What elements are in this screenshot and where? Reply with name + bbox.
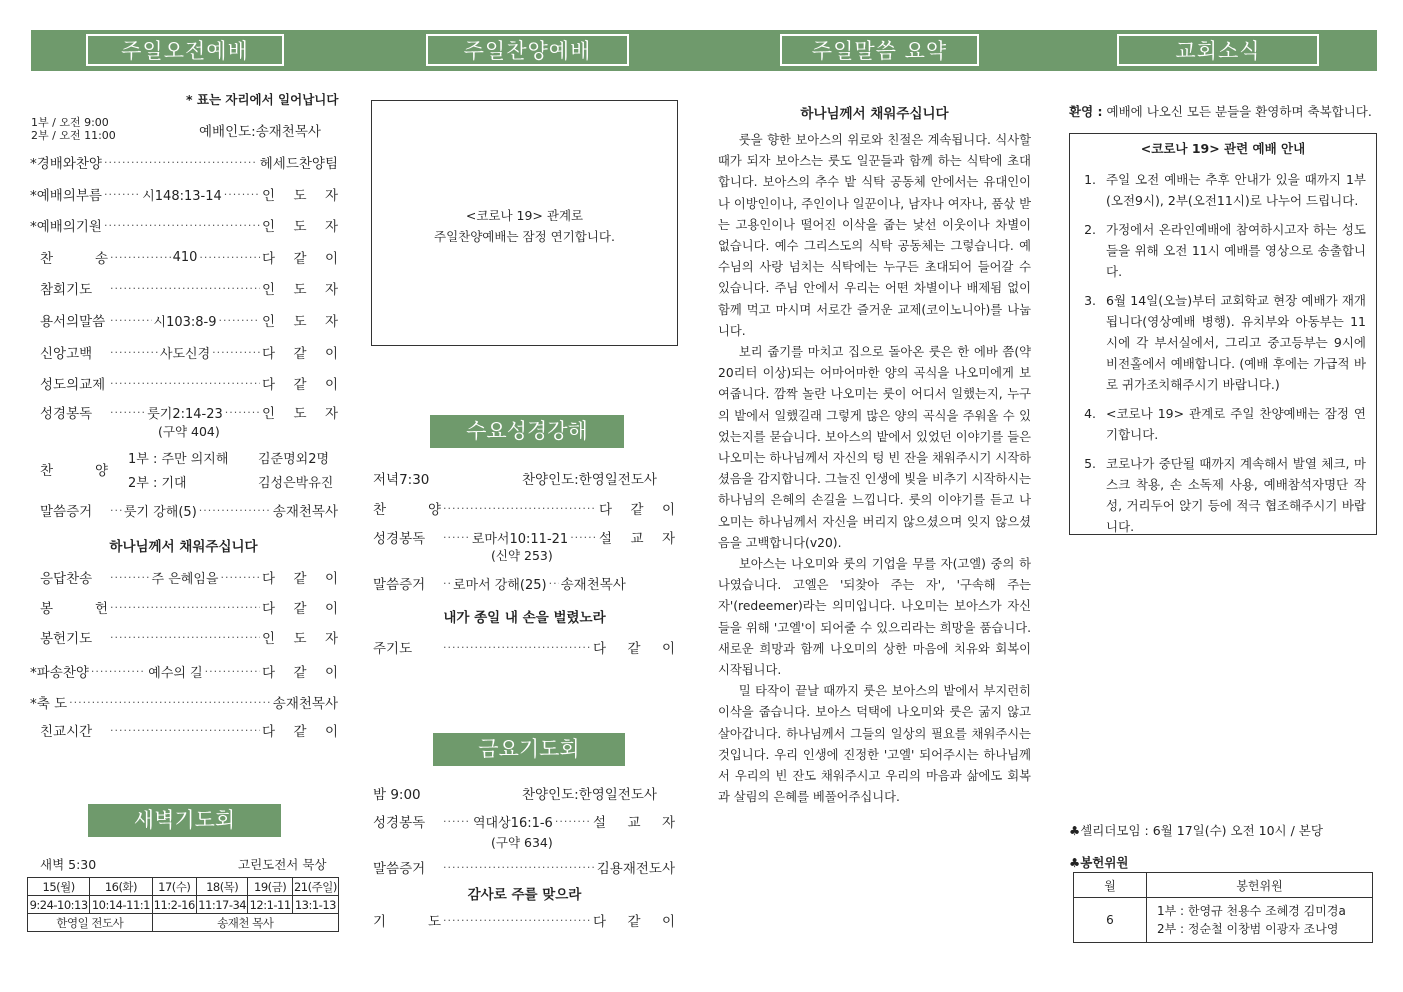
friday-leader: 찬양인도:한영일전도사 xyxy=(522,787,657,803)
choir-2: 2부 : 기대 xyxy=(128,476,187,491)
dawn-ref: 9:24-10:13 xyxy=(28,896,90,914)
order-row xyxy=(373,498,675,518)
leader-dots xyxy=(104,219,260,232)
order-row xyxy=(373,527,675,547)
order-role: 인 도 자 xyxy=(262,219,338,235)
order-label: 찬 양 xyxy=(373,502,441,518)
order-role: 인 도 자 xyxy=(262,406,339,422)
friday-prayer-row xyxy=(373,910,675,930)
order-row xyxy=(40,597,338,617)
table-row xyxy=(28,896,339,914)
order-detail: 룻기 강해(5) xyxy=(124,504,197,520)
morning-sermon-title: 하나님께서 채워주십니다 xyxy=(109,539,258,555)
giver-1: 1부 : 한영규 천용수 조혜경 김미경a xyxy=(1157,904,1346,918)
wednesday-sermon-title: 내가 종일 내 손을 벌렸노라 xyxy=(443,610,606,626)
morning-sermon-row xyxy=(40,500,338,520)
order-label: 말씀증거 xyxy=(40,504,93,520)
choir-label: 찬 양 xyxy=(40,463,108,479)
order-detail: 로마서 강해(25) xyxy=(453,577,547,593)
order-label: *축 도 xyxy=(30,696,68,712)
leader-dots xyxy=(555,815,591,828)
order-role: 인 도 자 xyxy=(262,631,338,647)
dawn-day: 15(월) xyxy=(28,878,90,896)
order-detail: 시148:13-14 xyxy=(142,188,222,204)
order-role: 다 같 이 xyxy=(599,502,675,518)
leader-dots xyxy=(110,406,145,419)
order-role: 다 같 이 xyxy=(262,724,338,740)
dawn-day: 18(목) xyxy=(196,878,248,896)
order-label: 봉헌기도 xyxy=(40,631,93,647)
giver-2: 2부 : 정순철 이창범 이광자 조나영 xyxy=(1157,922,1339,936)
choir-1: 1부 : 주만 의지해 xyxy=(128,452,229,467)
order-role: 다 같 이 xyxy=(262,251,339,267)
order-role: 송재천목사 xyxy=(272,696,338,712)
header-morning-service: 주일오전예배 xyxy=(86,34,284,66)
praise-notice-box xyxy=(371,100,678,346)
choir-1-performer: 김준명외2명 xyxy=(258,452,330,467)
order-detail: 410 xyxy=(172,249,198,265)
reading-reference: (구약 404) xyxy=(158,424,220,439)
leader-dots xyxy=(443,531,470,544)
leader-dots xyxy=(110,724,260,737)
leader-dots xyxy=(110,504,122,517)
dawn-schedule-table xyxy=(27,877,339,932)
order-role: 헤세드찬양팀 xyxy=(259,156,338,172)
leader-dots xyxy=(110,346,158,359)
dawn-ref: 12:1-11 xyxy=(249,897,291,912)
covid-notice-box xyxy=(1069,133,1377,535)
order-label: *경배와찬양 xyxy=(30,156,102,172)
dawn-ref: 11:2-16 xyxy=(153,897,195,912)
leader-dots xyxy=(570,531,597,544)
wednesday-prayer-row xyxy=(373,637,675,657)
giver-names xyxy=(1147,898,1373,943)
list-item: 3. 6월 14일(오늘)부터 교회학교 현장 예배가 재개됩니다(영상예배 병행). 유치부와 아동부는 11시에 각 부서실에서, 그리고 중고등부는 9시에 비전홀에서 예배합니다. (예배 후에는 가급적 바로 귀가조치해주시기 바랍니다.) xyxy=(1100,290,1366,395)
order-detail: 시103:8-9 xyxy=(153,314,217,330)
summary-paragraph: 보리 줍기를 마치고 집으로 돌아온 룻은 한 에바 쯤(약 20리터 이상)되는 어마어마한 양의 곡식을 나오미에게 보여줍니다. 깜짝 놀란 나오미는 룻이 어디서 일했는지, 누구의 밭에서 일했길래 그렇게 많은 양의 곡식을 주워올 수 있었는지를 묻습니다. 보아스의 밭에서 있었던 이야기를 들은 나오미는 하나님께서 자신의 텅 빈 잔을 채워주시기 시작하셨음을 감지합니다. 그늘진 인생에 빛을 비추기 시작하시는 하나님의 은혜의 손길을 느낍니다. 룻의 이야기를 듣고 나오미는 하나님께서 자신을 버리지 않으셨으며 잊지 않으셨음을 고백합니다(v20). xyxy=(718,345,1031,550)
leader-dots xyxy=(225,406,260,419)
leader-dots xyxy=(199,504,271,517)
choir-2-performer: 김성은박유진 xyxy=(258,476,334,491)
offering-committee-table xyxy=(1073,872,1373,943)
leader-dots xyxy=(443,815,471,828)
order-label: 친교시간 xyxy=(40,724,93,740)
giver-month: 6 xyxy=(1074,898,1147,943)
order-label: 성경봉독 xyxy=(373,531,426,547)
summary-paragraph: 룻을 향한 보아스의 위로와 친절은 계속됩니다. 식사할 때가 되자 보아스는 룻도 일꾼들과 함께 하는 식탁에 초대합니다. 보아스의 추수 밭 식탁 공동체 안에서는 유대인이나 이방인이나, 주인이나 일꾼이나, 남자나 여자나, 품삯 받는 고용인이나 떨어진 이삭을 줍는 낯선 이웃이나 차별이 없습니다. 예수 그리스도의 식탁 공동체는 그렇습니다. 예수님의 사랑 넘치는 식탁에는 누구든 초대되어 들어갈 수 있습니다. 주님 안에서 우리는 어떤 차별이나 배제됨 없이 함께 먹고 마시며 서로간 즐거운 교제(코이노니아)를 나눕니다. xyxy=(718,133,1031,338)
welcome-line xyxy=(1069,102,1372,120)
order-row xyxy=(40,720,338,740)
order-detail: 로마서10:11-21 xyxy=(471,531,569,547)
leader-dots xyxy=(69,696,271,709)
friday-sermon-title: 감사로 주를 맞으라 xyxy=(467,887,582,903)
order-label: 참회기도 xyxy=(40,282,93,298)
leader-dots xyxy=(219,314,261,327)
order-label: 찬 송 xyxy=(40,251,108,267)
order-role: 다 같 이 xyxy=(262,571,338,587)
leader-dots xyxy=(110,377,260,390)
leader-dots xyxy=(443,577,451,590)
order-row xyxy=(40,402,338,422)
leader-dots xyxy=(110,282,260,295)
summary-paragraph: 밀 타작이 끝날 때까지 룻은 보아스의 밭에서 부지런히 이삭을 줍습니다. 보아스 덕택에 나오미와 룻은 굶지 않고 살아갑니다. 하나님께서 그들의 일상의 필요를 채워주시는 것입니다. 우리 인생에 진정한 '고엘' 되어주시는 하나님께서 우리의 빈 잔도 채워주시고 우리의 마음과 삶에도 회복과 살림의 은혜를 베풀어주십니다. xyxy=(718,684,1031,805)
order-label: 응답찬송 xyxy=(40,571,93,587)
order-label: *파송찬양 xyxy=(30,665,89,681)
leader-dots xyxy=(205,665,260,678)
order-role: 송재천목사 xyxy=(560,577,626,593)
wednesday-leader: 찬양인도:한영일전도사 xyxy=(522,472,657,488)
order-role: 다 같 이 xyxy=(262,377,338,393)
dawn-day: 21(주일) xyxy=(293,879,337,894)
praise-notice-line-1: <코로나 19> 관계로 xyxy=(465,208,584,223)
table-row xyxy=(1074,898,1373,943)
leader-dots xyxy=(199,251,260,264)
order-row xyxy=(40,247,338,267)
leader-dots xyxy=(443,502,597,515)
order-role: 설 교 자 xyxy=(599,531,675,547)
column-header: 월 xyxy=(1074,873,1147,898)
leader-dots xyxy=(443,641,591,654)
order-label: 주기도 xyxy=(373,641,413,657)
service-times xyxy=(31,116,116,142)
welcome-label: 환영 : xyxy=(1069,104,1103,119)
order-role: 다 같 이 xyxy=(593,641,675,657)
order-role: 설 교 자 xyxy=(593,815,675,831)
order-row xyxy=(30,692,338,712)
order-row xyxy=(40,567,338,587)
dawn-lead-2: 송재천 목사 xyxy=(152,914,338,932)
table-row xyxy=(28,878,339,896)
dawn-ref: 13:1-13 xyxy=(292,896,338,914)
order-role: 인 도 자 xyxy=(262,314,339,330)
dawn-lead-1: 한영일 전도사 xyxy=(28,914,153,932)
praise-notice xyxy=(372,205,677,247)
order-detail: 룻기2:14-23 xyxy=(147,406,223,422)
dawn-leader: 고린도전서 묵상 xyxy=(238,857,327,872)
covid-notice-list xyxy=(1070,169,1376,537)
order-label: *예배의부름 xyxy=(30,188,102,204)
order-detail: 역대상16:1-6 xyxy=(473,815,553,831)
list-item: 5. 코로나가 중단될 때까지 계속해서 발열 체크, 마스크 착용, 손 소독제 사용, 예배참석자명단 작성, 거리두어 앉기 등에 적극 협조해주시기 바랍니다. xyxy=(1100,453,1366,537)
leader-dots xyxy=(110,631,260,644)
friday-time: 밤 9:00 xyxy=(373,787,421,803)
friday-sermon-row xyxy=(373,857,675,877)
table-row xyxy=(1074,873,1373,898)
column-header: 봉헌위원 xyxy=(1147,873,1373,898)
cell-leader-meeting: ♣셀리더모임 : 6월 17일(수) 오전 10시 / 본당 xyxy=(1069,823,1323,838)
leader-dots xyxy=(443,861,595,874)
order-role: 다 같 이 xyxy=(262,346,339,362)
worship-leader: 예배인도:송재천목사 xyxy=(199,124,321,140)
order-label: 봉 헌 xyxy=(40,601,108,617)
dawn-ref: 10:14-11:1 xyxy=(90,896,152,914)
welcome-text: 예배에 나오신 모든 분들을 환영하며 축복합니다. xyxy=(1106,104,1372,119)
dawn-ref: 11:17-34 xyxy=(198,897,247,912)
offering-committee-title: ♣봉헌위원 xyxy=(1069,855,1129,870)
leader-dots xyxy=(110,314,152,327)
order-label: 기 도 xyxy=(373,914,441,930)
order-row xyxy=(40,342,338,362)
leader-dots xyxy=(549,577,559,590)
order-role: 인 도 자 xyxy=(262,188,338,204)
header-church-news: 교회소식 xyxy=(1117,34,1319,66)
order-row xyxy=(40,373,338,393)
covid-notice-title: <코로나 19> 관련 예배 안내 xyxy=(1140,141,1306,156)
order-label: 성도의교제 xyxy=(40,377,106,393)
order-row xyxy=(30,215,338,235)
dawn-time: 새벽 5:30 xyxy=(40,857,97,872)
order-detail: 주 은혜임을 xyxy=(151,571,219,587)
summary-body xyxy=(718,130,1031,809)
dawn-prayer-title: 새벽기도회 xyxy=(88,804,281,837)
leader-dots xyxy=(110,251,171,264)
list-item: 1. 주일 오전 예배는 추후 안내가 있을 때까지 1부(오전9시), 2부(오전11시)로 나누어 드립니다. xyxy=(1100,169,1366,211)
leader-dots xyxy=(220,571,260,584)
order-row xyxy=(40,310,338,330)
header-sermon-summary: 주일말씀 요약 xyxy=(780,34,979,66)
order-detail: 사도신경 xyxy=(159,346,211,362)
wednesday-reading-reference: (신약 253) xyxy=(491,548,553,563)
order-role: 김용재전도사 xyxy=(596,861,675,877)
praise-notice-line-2: 주일찬양예배는 잠정 연기합니다. xyxy=(434,229,615,244)
service-time-2: 2부 / 오전 11:00 xyxy=(31,129,116,142)
leader-dots xyxy=(104,156,258,169)
summary-title: 하나님께서 채워주십니다 xyxy=(800,106,949,122)
order-label: 신앙고백 xyxy=(40,346,93,362)
order-label: 말씀증거 xyxy=(373,577,426,593)
order-role: 다 같 이 xyxy=(262,601,338,617)
order-row xyxy=(40,627,338,647)
list-item: 2. 가정에서 온라인예배에 참여하시고자 하는 성도들을 위해 오전 11시 예배를 영상으로 송출합니다. xyxy=(1100,219,1366,282)
order-detail: 예수의 길 xyxy=(148,665,203,681)
leader-dots xyxy=(104,188,140,201)
header-praise-service: 주일찬양예배 xyxy=(426,34,629,66)
leader-dots xyxy=(224,188,260,201)
service-time-1: 1부 / 오전 9:00 xyxy=(31,116,109,129)
order-role: 다 같 이 xyxy=(593,914,675,930)
friday-title: 금요기도회 xyxy=(433,733,625,766)
table-row xyxy=(28,914,339,932)
friday-reading-row xyxy=(373,811,675,831)
leader-dots xyxy=(443,914,591,927)
order-label: 성경봉독 xyxy=(373,815,426,831)
wednesday-sermon-row xyxy=(373,573,675,593)
wednesday-title: 수요성경강해 xyxy=(430,415,624,448)
leader-dots xyxy=(91,665,146,678)
order-role: 송재천목사 xyxy=(272,504,338,520)
order-row xyxy=(30,152,338,172)
leader-dots xyxy=(110,601,260,614)
order-row xyxy=(30,184,338,204)
order-role: 인 도 자 xyxy=(262,282,338,298)
wednesday-time: 저녁7:30 xyxy=(373,472,430,488)
order-label: *예배의기원 xyxy=(30,219,102,235)
order-row xyxy=(30,661,339,681)
list-item: 4. <코로나 19> 관계로 주일 찬양예배는 잠정 연기합니다. xyxy=(1100,403,1366,445)
leader-dots xyxy=(110,571,150,584)
dawn-day: 19(금) xyxy=(248,878,292,896)
order-label: 용서의말씀 xyxy=(40,314,106,330)
stand-note: * 표는 자리에서 일어납니다 xyxy=(186,92,339,107)
order-label: 말씀증거 xyxy=(373,861,426,877)
dawn-day: 17(수) xyxy=(152,878,196,896)
order-role: 다 같 이 xyxy=(262,665,339,681)
friday-reading-reference: (구약 634) xyxy=(491,835,553,850)
dawn-day: 16(화) xyxy=(90,878,152,896)
leader-dots xyxy=(212,346,260,359)
order-label: 성경봉독 xyxy=(40,406,93,422)
summary-paragraph: 보아스는 나오미와 룻의 기업을 무를 자(고엘) 중의 하나였습니다. 고엘은 '되찾아 주는 자', '구속해 주는 자'(redeemer)라는 의미입니다. 나오미는 보아스가 자신들을 위해 '고엘'이 되어줄 수 있으리라는 희망을 품습니다. 새로운 희망과 함께 나오미의 상한 마음에 치유와 회복이 시작됩니다. xyxy=(718,557,1031,678)
order-row xyxy=(40,278,338,298)
